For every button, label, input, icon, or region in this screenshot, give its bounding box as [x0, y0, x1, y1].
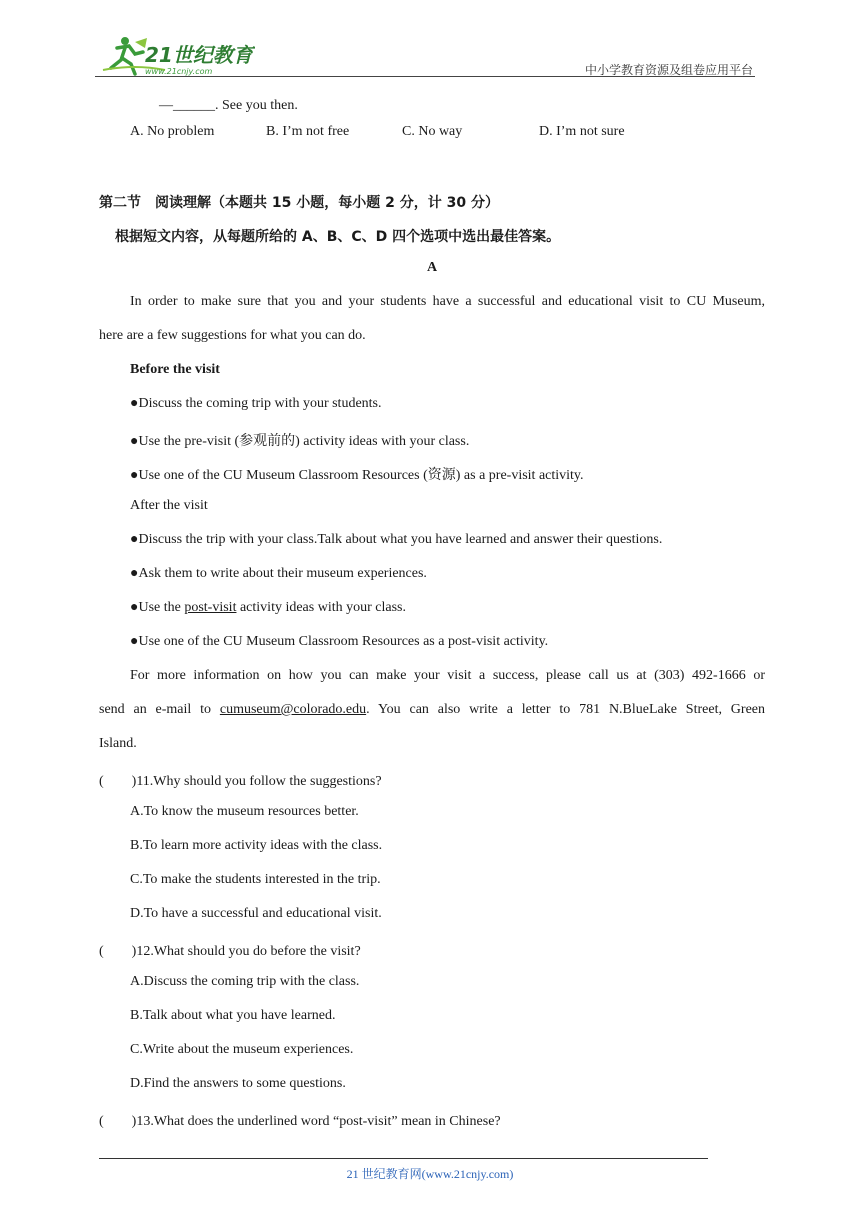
- svg-text:21世纪教育: 21世纪教育: [145, 43, 253, 67]
- after-visit-heading: After the visit: [130, 498, 208, 513]
- option-a: A. No problem: [130, 124, 215, 139]
- question-option: C.Write about the museum experiences.: [130, 1042, 354, 1057]
- passage-intro-line-1: In order to make sure that you and your students have a successful and educational visit to CU Museum,: [130, 294, 765, 309]
- contact-line-2: [99, 702, 765, 718]
- before-item: ●Discuss the coming trip with your students.: [130, 396, 382, 411]
- runner-logo-icon: [95, 34, 255, 78]
- header-platform-text: 中小学教育资源及组卷应用平台: [584, 63, 753, 77]
- question-11-stem: ( )11.Why should you follow the suggestions?: [99, 774, 382, 789]
- contact-suffix: . You can also write a letter to 781 N.BlueLake Street, Green: [366, 702, 765, 717]
- after-item: [130, 600, 406, 616]
- page-header: [95, 34, 755, 78]
- svg-text:www.21cnjy.com: www.21cnjy.com: [145, 67, 213, 76]
- section-instruction: 根据短文内容，从每题所给的 A、B、C、D 四个选项中选出最佳答案。: [115, 229, 561, 245]
- passage-intro-line-2: here are a few suggestions for what you can do.: [99, 328, 366, 343]
- contact-line-3: Island.: [99, 736, 137, 751]
- before-visit-heading: Before the visit: [130, 362, 220, 377]
- underlined-word-post-visit: post-visit: [184, 600, 237, 615]
- question-stem-continuation: —______. See you then.: [159, 98, 298, 113]
- question-option: B.Talk about what you have learned.: [130, 1008, 336, 1023]
- question-12-stem: ( )12.What should you do before the visit?: [99, 944, 361, 959]
- contact-prefix: send an e-mail to: [99, 702, 220, 717]
- after-item: ●Discuss the trip with your class.Talk about what you have learned and answer their questions.: [130, 532, 663, 547]
- section-title: 第二节 阅读理解（本题共 15 小题，每小题 2 分，计 30 分）: [99, 195, 499, 211]
- question-option: A.Discuss the coming trip with the class.: [130, 974, 360, 989]
- before-item: ●Use one of the CU Museum Classroom Resources (资源) as a pre-visit activity.: [130, 468, 584, 483]
- question-option: A.To know the museum resources better.: [130, 804, 359, 819]
- question-option: C.To make the students interested in the trip.: [130, 872, 381, 887]
- header-divider: [95, 76, 755, 77]
- option-b: B. I’m not free: [266, 124, 350, 139]
- after-item: ●Ask them to write about their museum experiences.: [130, 566, 427, 581]
- after-item-suffix: activity ideas with your class.: [236, 600, 406, 615]
- question-option: D.Find the answers to some questions.: [130, 1076, 346, 1091]
- question-13-stem: ( )13.What does the underlined word “post-visit” mean in Chinese?: [99, 1114, 501, 1129]
- option-c: C. No way: [402, 124, 463, 139]
- passage-label: A: [426, 260, 438, 275]
- after-item-prefix: ●Use the: [130, 600, 185, 615]
- question-option: B.To learn more activity ideas with the class.: [130, 838, 383, 853]
- after-item: ●Use one of the CU Museum Classroom Resources as a post-visit activity.: [130, 634, 549, 649]
- contact-line-1: For more information on how you can make your visit a success, please call us at (303) 492-1666 or: [130, 668, 765, 683]
- option-d: D. I’m not sure: [539, 124, 625, 139]
- contact-email-link[interactable]: cumuseum@colorado.edu: [219, 702, 367, 717]
- site-logo[interactable]: [95, 34, 255, 78]
- before-item: ●Use the pre-visit (参观前的) activity ideas with your class.: [130, 434, 470, 449]
- footer-site-link[interactable]: 21 世纪教育网(www.21cnjy.com): [346, 1167, 514, 1181]
- question-option: D.To have a successful and educational visit.: [130, 906, 382, 921]
- footer-divider: [99, 1158, 708, 1159]
